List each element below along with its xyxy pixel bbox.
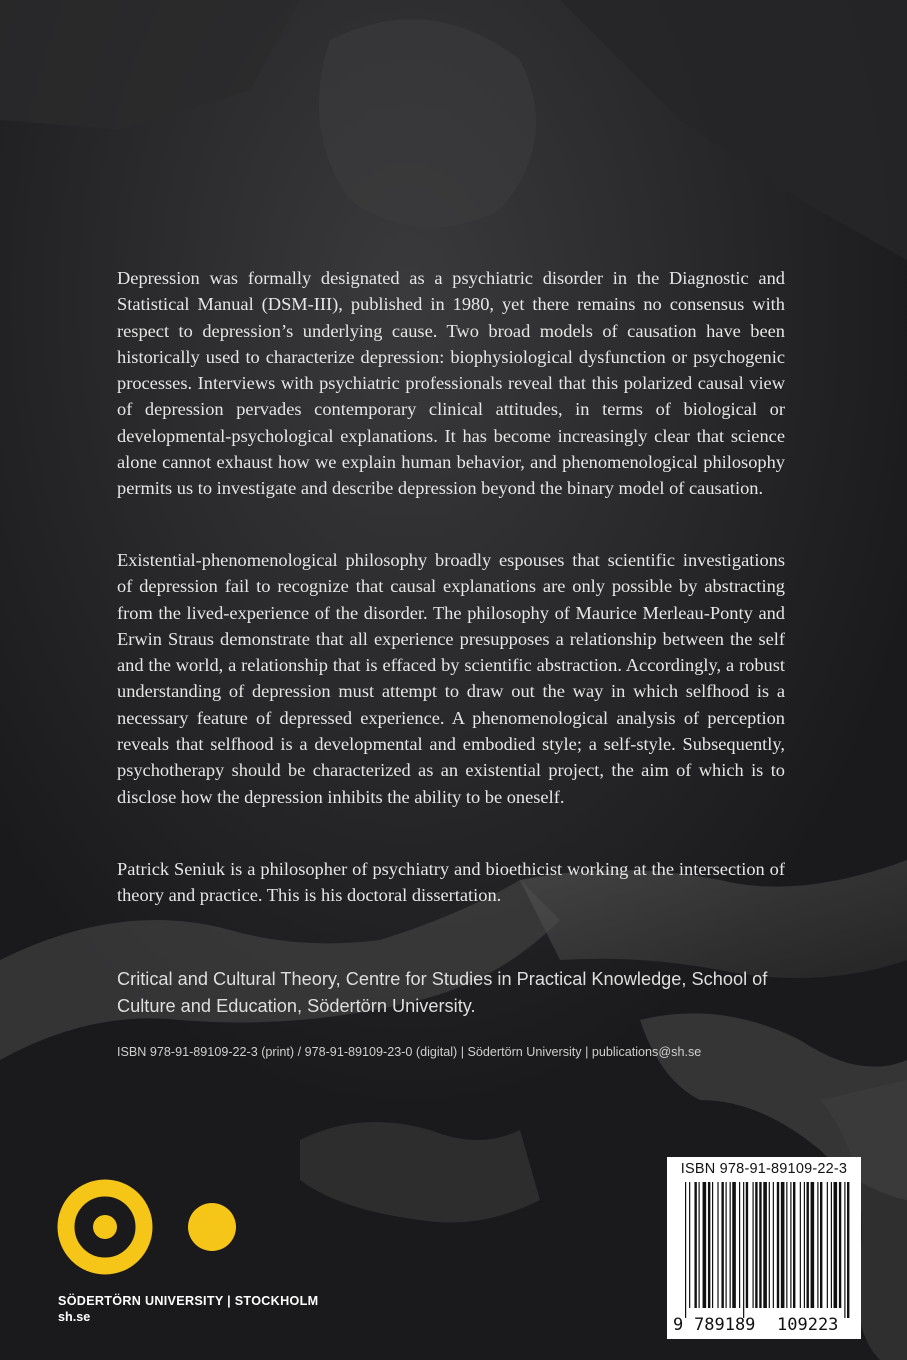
description-paragraph-2: Existential-phenomenological philosophy broadly espouses that scientific investigations of depression fail to recognize that causal explanations are only possible by abstracting from the lived-experience of the disorder. The philosophy of Maurice Merleau-Ponty and Erwin Straus demonstrate that all experience presupposes a relationship between the self and the world, a relationship that is effaced by scientific abstraction. Accordingly, a robust understanding of depression must attempt to draw out the way in which selfhood is a necessary feature of depressed experience. A phenomenological analysis of perception reveals that selfhood is a developmental and embodied style; a self-style. Subsequently, psychotherapy should be characterized as an existential project, the aim of which is to disclose how the depression inhibits the ability to be oneself. (117, 550, 785, 807)
barcode-bar (847, 1182, 849, 1318)
barcode-bar (721, 1182, 723, 1308)
publication-info-line: ISBN 978-91-89109-22-3 (print) / 978-91-89109-23-0 (digital) | Södertörn University | publications@sh.se (117, 1045, 702, 1059)
barcode-bar (708, 1182, 710, 1308)
barcode-bar (746, 1182, 748, 1308)
barcode-bar (732, 1182, 736, 1308)
barcode-bar (712, 1182, 713, 1308)
barcode-bar (699, 1182, 700, 1308)
author-bio: Patrick Seniuk is a philosopher of psychiatry and bioethicist working at the intersection of theory and practice. This is his doctoral dissertation. (117, 859, 785, 906)
barcode-bar (781, 1182, 785, 1308)
barcode-bar (793, 1182, 795, 1308)
barcode-bar (844, 1182, 845, 1318)
barcode-left-digits: 789189 (694, 1315, 756, 1335)
barcode-bar (753, 1182, 754, 1308)
barcode-bar (807, 1182, 809, 1308)
barcode-bar (804, 1182, 805, 1308)
barcode-bar (827, 1182, 828, 1308)
university-name: SÖDERTÖRN UNIVERSITY | STOCKHOLM (58, 1294, 319, 1308)
barcode-bar (839, 1182, 841, 1308)
isbn-barcode (667, 1157, 861, 1339)
barcode-bar (730, 1182, 731, 1308)
barcode-bar (817, 1182, 818, 1308)
barcode-bar (790, 1182, 791, 1308)
description-paragraph-1: Depression was formally designated as a psychiatric disorder in the Diagnostic and Statistical Manual (DSM-III), published in 1980, yet there remains no consensus with respect to depression’s underlying cause. Two broad models of causation have been historically used to characterize depression: biophysiological dysfunction or psychogenic processes. Interviews with psychiatric professionals reveal that this polarized causal view of depression pervades contemporary clinical attitudes, in terms of biological or developmental-psychological explanations. It has become increasingly clear that science alone cannot exhaust how we explain human behavior, and phenomenological philosophy permits us to investigate and describe depression beyond the binary model of causation. (117, 268, 785, 499)
logo-side-dot (188, 1203, 236, 1251)
barcode-isbn-label: ISBN 978-91-89109-22-3 (680, 1161, 848, 1177)
barcode-bar (726, 1182, 727, 1308)
barcode-bar (811, 1182, 815, 1308)
barcode-bar (759, 1182, 761, 1308)
barcode-bar (717, 1182, 718, 1308)
barcode-bar (694, 1182, 696, 1308)
barcode-bar (820, 1182, 822, 1308)
affiliation-text: Critical and Cultural Theory, Centre for Studies in Practical Knowledge, School of Culture and Education, Södertörn University. (117, 969, 768, 1016)
barcode-bar (834, 1182, 838, 1308)
barcode-bars (681, 1182, 853, 1318)
university-website: sh.se (58, 1310, 91, 1324)
logo-center-dot (93, 1215, 117, 1239)
barcode-bar (777, 1182, 779, 1308)
barcode-bar (743, 1182, 744, 1318)
barcode-right-digits: 109223 (777, 1315, 839, 1335)
barcode-bar (769, 1182, 770, 1308)
barcode-bar (685, 1182, 686, 1318)
barcode-first-digit: 9 (673, 1315, 684, 1335)
barcode-bar (703, 1182, 707, 1308)
barcode-bar (739, 1182, 740, 1308)
barcode-bar (786, 1182, 787, 1308)
barcode-bar (755, 1182, 757, 1308)
barcode-bar (831, 1182, 832, 1308)
barcode-bar (763, 1182, 767, 1308)
university-logo (58, 1182, 248, 1292)
barcode-bar (800, 1182, 801, 1308)
barcode-bar (689, 1182, 690, 1308)
barcode-bar (773, 1182, 774, 1308)
